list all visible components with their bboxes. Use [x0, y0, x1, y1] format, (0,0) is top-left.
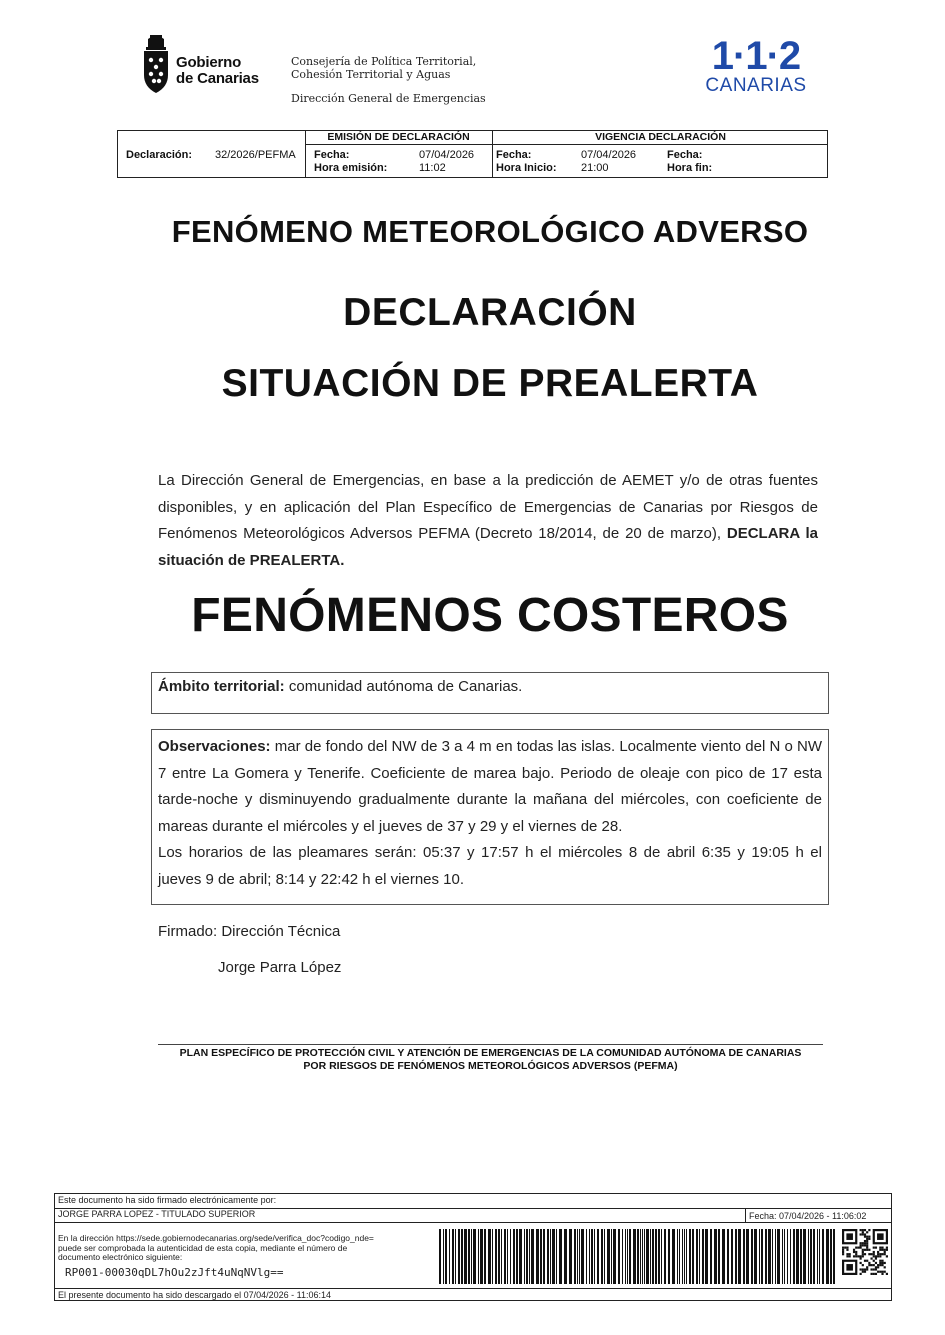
- download-note: El presente documento ha sido descargado el 07/04/2026 - 11:06:14: [58, 1290, 332, 1300]
- logo-112-text: CANARIAS: [705, 75, 807, 96]
- vigencia-fecha-value: 07/04/2026: [581, 149, 637, 161]
- plan-pefma-title: PLAN ESPECÍFICO DE PROTECCIÓN CIVIL Y ATENCIÓN DE EMERGENCIAS DE LA COMUNIDAD AUTÓNOMA DE CANARIAS POR RIESGOS DE FENÓMENOS METEOROLÓGICOS ADVERSOS (PEFMA): [179, 1047, 802, 1072]
- firmante-name: Jorge Parra López: [218, 959, 342, 976]
- vigencia-fecha-label: Fecha:: [496, 149, 532, 161]
- gobierno-canarias-coat-of-arms-icon: [140, 35, 172, 95]
- logo-112-canarias: [705, 36, 807, 96]
- observaciones-box: [151, 729, 829, 905]
- ambito-label: Ámbito territorial:: [158, 678, 285, 695]
- barcode-icon: [437, 1229, 837, 1284]
- vigencia-hora-fin-label: Hora fin:: [667, 162, 713, 174]
- qr-code-icon: [842, 1229, 888, 1275]
- observaciones-label: Observaciones:: [158, 738, 271, 755]
- vigencia-hora-inicio-label: Hora Inicio:: [496, 162, 557, 174]
- firmado-label: Firmado: Dirección Técnica: [158, 923, 341, 940]
- pleamares-text: Los horarios de las pleamares serán: 05:37 y 17:57 h el miércoles 8 de abril 6:35 y 19:05 h el jueves 9 de abril; 8:14 y 22:42 h el viernes 10.: [158, 844, 822, 888]
- verification-instructions: En la dirección https://sede.gobiernodecanarias.org/sede/verifica_doc?codigo_nde= puede ser comprobada la autenticidad de esta copia, mediante el número de documento electrónico siguiente:: [58, 1233, 374, 1262]
- emision-header: EMISIÓN DE DECLARACIÓN: [327, 131, 470, 143]
- signature-date: Fecha: 07/04/2026 - 11:06:02: [749, 1211, 867, 1221]
- title-declaracion: DECLARACIÓN: [343, 291, 637, 334]
- title-situacion-prealerta: SITUACIÓN DE PREALERTA: [221, 362, 759, 405]
- decl-label: Declaración:: [126, 149, 193, 161]
- emision-hora-label: Hora emisión:: [314, 162, 388, 174]
- observaciones-text: mar de fondo del NW de 3 a 4 m en todas las islas. Localmente viento del N o NW 7 entre La Gomera y Tenerife. Coeficiente de marea bajo. Periodo de oleaje con pico de 17 esta tarde-noche y disminuyendo gradualmente durante la mañana del miércoles, con coeficiente de mareas durante el miércoles y el jueves de 37 y 29 y el viernes de 28.: [158, 738, 822, 835]
- document-code: RP001-00030qDL7hOu2zJft4uNqNVlg==: [65, 1266, 284, 1279]
- ambito-territorial-box: [151, 672, 829, 714]
- direccion-general: Dirección General de Emergencias: [291, 92, 486, 105]
- signed-by-label: Este documento ha sido firmado electrónicamente por:: [58, 1195, 277, 1205]
- declaration-table: [117, 130, 828, 178]
- phenomenon-title: FENÓMENOS COSTEROS: [191, 589, 789, 642]
- vigencia-header: VIGENCIA DECLARACIÓN: [595, 131, 726, 143]
- signer-name: JORGE PARRA LOPEZ - TITULADO SUPERIOR: [58, 1209, 256, 1219]
- vigencia-fin-fecha-label: Fecha:: [667, 149, 703, 161]
- vigencia-hora-inicio-value: 21:00: [581, 162, 609, 174]
- plan-divider: [158, 1044, 823, 1045]
- emision-fecha-label: Fecha:: [314, 149, 350, 161]
- consejeria-name: Consejería de Política Territorial, Cohesión Territorial y Aguas: [291, 55, 477, 81]
- decl-value: 32/2026/PEFMA: [215, 149, 296, 161]
- gobierno-canarias-wordmark: Gobierno de Canarias: [176, 54, 259, 87]
- emision-hora-value: 11:02: [419, 162, 446, 174]
- intro-paragraph: La Dirección General de Emergencias, en base a la predicción de AEMET y/o de otras fuentes disponibles, y en aplicación del Plan Específico de Emergencias de Canarias por Riesgos de Fenómenos Meteorológicos Adversos PEFMA (Decreto 18/2014, de 20 de marzo), DECLARA la situación de PREALERTA.: [158, 472, 819, 569]
- emision-fecha-value: 07/04/2026: [419, 149, 475, 161]
- title-fenomeno-meteorologico: FENÓMENO METEOROLÓGICO ADVERSO: [171, 214, 809, 249]
- electronic-signature-box: [54, 1193, 892, 1301]
- intro-declara-bold: DECLARA la situación de PREALERTA.: [158, 525, 819, 569]
- logo-112-number: 1·1·2: [711, 34, 801, 78]
- ambito-value: comunidad autónoma de Canarias.: [284, 678, 523, 695]
